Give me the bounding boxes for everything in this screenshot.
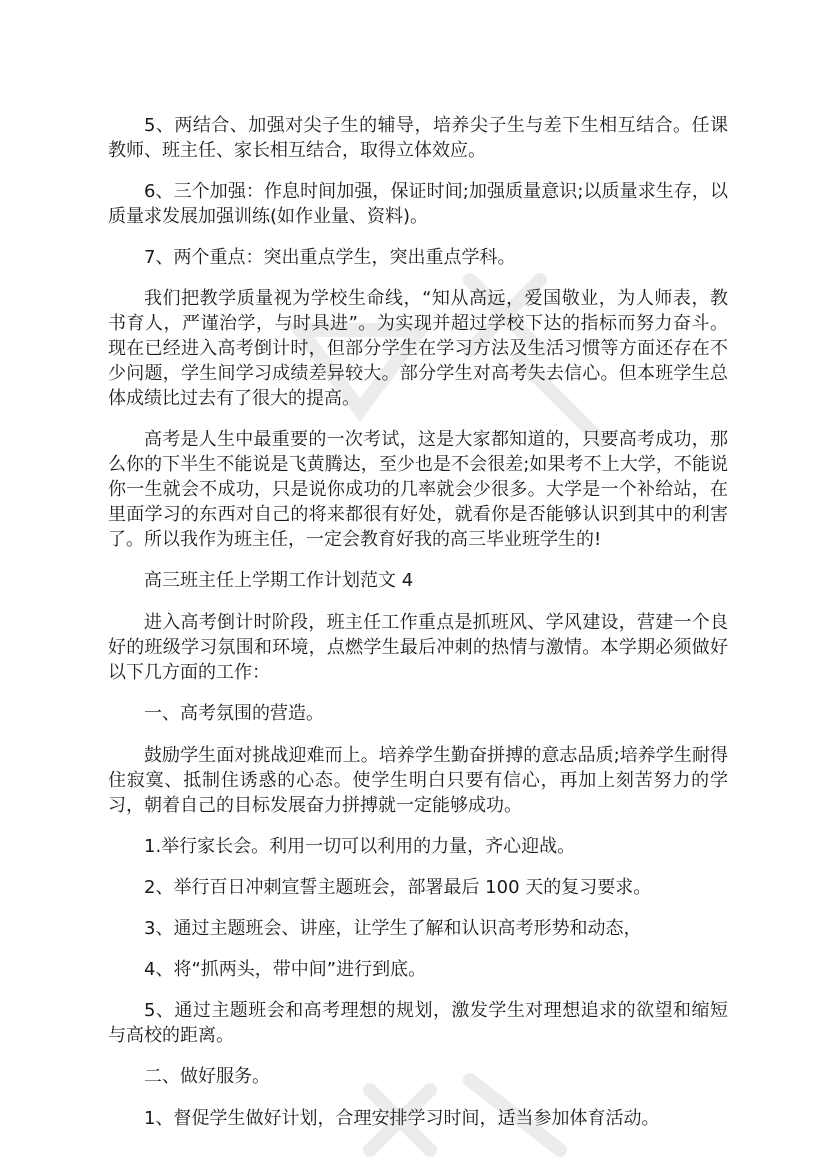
list-item: 1、督促学生做好计划，合理安排学习时间，适当参加体育活动。 [144, 1108, 660, 1129]
list-item: 1.举行家长会。利用一切可以利用的力量，齐心迎战。 [144, 836, 576, 857]
paragraph: 鼓励学生面对挑战迎难而上。培养学生勤奋拼搏的意志品质;培养学生耐得住寂寞、抵制住诱惑的心态。使学生明白只要有信心，再加上刻苦努力的学习，朝着自己的目标发展奋力拼搏就一定能够成功。 [108, 745, 728, 816]
section-heading: 二、做好服务。 [144, 1066, 270, 1087]
paragraph: 进入高考倒计时阶段，班主任工作重点是抓班风、学风建设，营建一个良好的班级学习氛围和环境，点燃学生最后冲刺的热情与激情。本学期必须做好以下几方面的工作： [108, 612, 728, 683]
paragraph: 我们把教学质量视为学校生命线，“知从高远，爱国敬业，为人师表，教书育人，严谨治学，与时具进”。为实现并超过学校下达的指标而努力奋斗。现在已经进入高考倒计时，但部分学生在学习方法及生活习惯等方面还存在不少问题，学生间学习成绩差异较大。部分学生对高考失去信心。但本班学生总体成绩比过去有了很大的提高。 [108, 288, 728, 409]
document-body [108, 113, 728, 1147]
paragraph: 高考是人生中最重要的一次考试，这是大家都知道的，只要高考成功，那么你的下半生不能说是飞黄腾达，至少也是不会很差;如果考不上大学，不能说你一生就会不成功，只是说你成功的几率就会少很多。大学是一个补给站，在里面学习的东西对自己的将来都很有好处，就看你是否能够认识到其中的利害了。所以我作为班主任，一定会教育好我的高三毕业班学生的! [108, 429, 728, 550]
paragraph: 7、两个重点：突出重点学生，突出重点学科。 [144, 247, 516, 268]
section-heading: 一、高考氛围的营造。 [144, 703, 324, 724]
paragraph: 5、两结合、加强对尖子生的辅导，培养尖子生与差下生相互结合。任课教师、班主任、家长相互结合，取得立体效应。 [108, 115, 728, 161]
list-item: 4、将“抓两头，带中间”进行到底。 [144, 959, 427, 980]
list-item: 2、举行百日冲刺宣誓主题班会，部署最后 100 天的复习要求。 [144, 877, 652, 898]
list-item: 5、通过主题班会和高考理想的规划，激发学生对理想追求的欲望和缩短与高校的距离。 [108, 1000, 728, 1046]
section-title: 高三班主任上学期工作计划范文 4 [144, 570, 414, 591]
paragraph: 6、三个加强：作息时间加强，保证时间;加强质量意识;以质量求生存，以质量求发展加强训练(如作业量、资料)。 [108, 181, 728, 227]
list-item: 3、通过主题班会、讲座，让学生了解和认识高考形势和动态， [144, 918, 642, 939]
